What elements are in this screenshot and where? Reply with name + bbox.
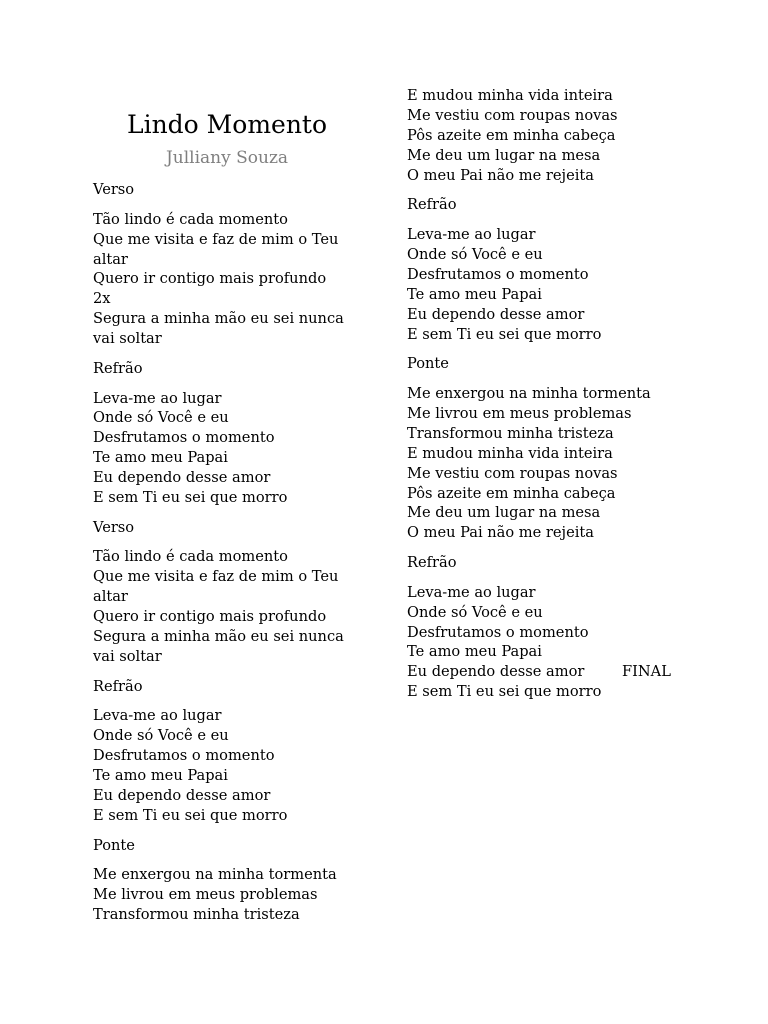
lyric-line: Segura a minha mão eu sei nunca — [93, 310, 344, 328]
lyric-line: Tão lindo é cada momento — [93, 548, 288, 566]
lyrics-stanza — [93, 547, 363, 666]
lyric-line: Onde só Você e eu — [407, 245, 543, 263]
lyrics-stanza — [93, 865, 363, 925]
lyrics-column-left — [93, 180, 363, 935]
lyric-line: Eu dependo desse amor — [93, 469, 271, 487]
lyric-line: altar — [93, 588, 128, 606]
lyric-line: Transformou minha tristeza — [407, 424, 614, 442]
lyric-line: Desfrutamos o momento — [407, 265, 589, 283]
lyrics-stanza — [93, 210, 363, 349]
lyric-line: Onde só Você e eu — [93, 409, 229, 427]
lyric-line: E mudou minha vida inteira — [407, 444, 613, 462]
lyric-line: Quero ir contigo mais profundo — [93, 608, 327, 626]
final-note: FINAL — [622, 663, 671, 681]
lyric-line: Leva-me ao lugar — [407, 583, 536, 601]
section-label: Ponte — [407, 355, 449, 373]
lyric-line: Desfrutamos o momento — [407, 623, 589, 641]
lyric-line: vai soltar — [93, 330, 162, 348]
lyric-line: O meu Pai não me rejeita — [407, 166, 594, 184]
lyric-line: Me vestiu com roupas novas — [407, 106, 618, 124]
lyric-line: vai soltar — [93, 648, 162, 666]
lyric-line: Te amo meu Papai — [407, 643, 542, 661]
lyrics-stanza — [407, 583, 707, 702]
lyric-line: Leva-me ao lugar — [93, 389, 222, 407]
lyrics-stanza — [407, 225, 707, 344]
lyric-line: O meu Pai não me rejeita — [407, 524, 594, 542]
lyric-line: Leva-me ao lugar — [407, 226, 536, 244]
lyrics-stanza — [407, 86, 707, 186]
lyric-line: Te amo meu Papai — [93, 449, 228, 467]
lyric-line: Te amo meu Papai — [93, 767, 228, 785]
lyrics-stanza — [93, 706, 363, 825]
lyric-line: Tão lindo é cada momento — [93, 210, 288, 228]
lyric-line: Me livrou em meus problemas — [93, 886, 318, 904]
section-label: Refrão — [93, 677, 143, 695]
lyric-line: Eu dependo desse amor — [407, 305, 585, 323]
lyric-line: Quero ir contigo mais profundo — [93, 270, 327, 288]
lyric-line: Me deu um lugar na mesa — [407, 504, 601, 522]
lyric-line: Onde só Você e eu — [93, 727, 229, 745]
section-label: Verso — [93, 518, 135, 536]
lyric-line: Leva-me ao lugar — [93, 707, 222, 725]
section-label: Ponte — [93, 836, 135, 854]
section-label: Refrão — [407, 196, 457, 214]
lyrics-stanza — [93, 389, 363, 508]
lyric-line: Me livrou em meus problemas — [407, 404, 632, 422]
section-label: Refrão — [407, 554, 457, 572]
lyric-line: Onde só Você e eu — [407, 603, 543, 621]
lyric-line: E mudou minha vida inteira — [407, 87, 613, 104]
lyric-line: Pôs azeite em minha cabeça — [407, 126, 616, 144]
lyric-line: Que me visita e faz de mim o Teu — [93, 568, 339, 586]
lyric-line: Me deu um lugar na mesa — [407, 146, 601, 164]
lyric-line: E sem Ti eu sei que morro — [93, 806, 288, 824]
song-title: Lindo Momento — [126, 110, 328, 139]
lyric-line: 2x — [93, 290, 111, 308]
song-artist: Julliany Souza — [165, 148, 289, 168]
lyric-line: Desfrutamos o momento — [93, 429, 275, 447]
lyric-line: Me enxergou na minha tormenta — [407, 384, 651, 402]
section-label: Refrão — [93, 359, 143, 377]
lyric-line: Eu dependo desse amor FINAL — [407, 663, 671, 681]
lyric-line: Transformou minha tristeza — [93, 906, 300, 924]
lyric-line: E sem Ti eu sei que morro — [407, 325, 602, 343]
lyrics-column-right — [407, 86, 707, 712]
lyric-line: E sem Ti eu sei que morro — [407, 683, 602, 701]
lyric-line: Eu dependo desse amor — [93, 787, 271, 805]
lyric-line: Pôs azeite em minha cabeça — [407, 484, 616, 502]
lyric-line: Desfrutamos o momento — [93, 747, 275, 765]
lyric-line: altar — [93, 250, 128, 268]
lyric-line: Te amo meu Papai — [407, 285, 542, 303]
lyric-line: E sem Ti eu sei que morro — [93, 489, 288, 507]
lyric-line: Segura a minha mão eu sei nunca — [93, 628, 344, 646]
lyric-line: Me vestiu com roupas novas — [407, 464, 618, 482]
lyric-line: Que me visita e faz de mim o Teu — [93, 230, 339, 248]
lyric-line: Me enxergou na minha tormenta — [93, 866, 337, 884]
section-label: Verso — [93, 181, 135, 198]
lyrics-stanza — [407, 384, 707, 543]
